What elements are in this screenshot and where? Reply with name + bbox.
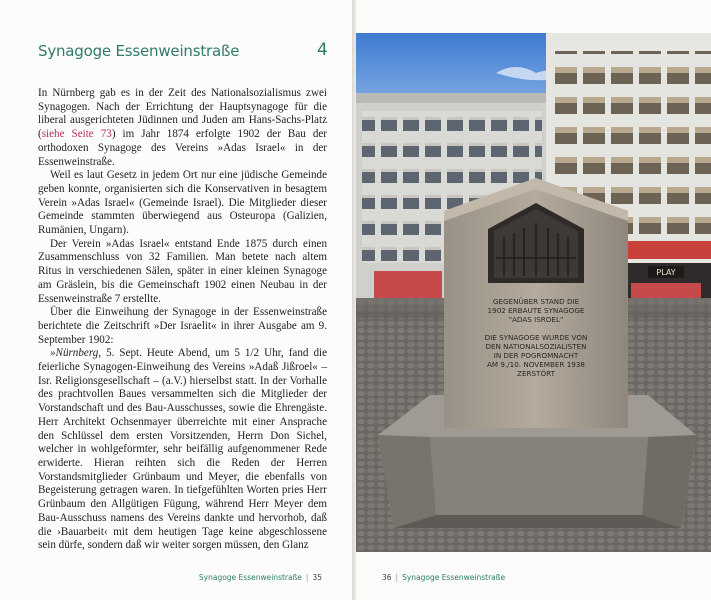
plaque-line: ZERSTÖRT: [517, 369, 555, 378]
memorial-photo: [356, 33, 711, 552]
footer-title: Synagoge Essenweinstraße: [402, 573, 506, 582]
footer-separator: |: [305, 573, 309, 582]
plaque-line: DIE SYNAGOGE WURDE VON: [484, 333, 588, 342]
paragraph: Weil es laut Gesetz in jedem Ort nur eine jüdische Gemeinde geben konnte, organisierten sich die Konservativen in besagtem Verein »Adas Israel« (Gemeinde Israel). Die Mitglieder dieser Gemeinde stammten überwiegend aus Osteuropa (Galizien, Rumänien, Ungarn).: [38, 169, 327, 237]
paragraph: Der Verein »Adas Israel« entstand Ende 1875 durch einen Zusammenschluss von 32 Familien. Man betete nach altem Ritus in verschiedenen Sälen, später in einer kleinen Synagoge am Gräslein, bis die Gemeinschaft 1902 einen Neubau in der Essenweinstraße 7 erstellte.: [38, 237, 327, 305]
footer-left: [199, 573, 322, 582]
page-reference-link[interactable]: siehe Seite 73: [41, 128, 112, 141]
plaque-line: 1902 ERBAUTE SYNAGOGE: [487, 306, 585, 315]
body-text: [38, 87, 327, 553]
quote-paragraph: »Nürnberg, 5. Sept. Heute Abend, um 5 1/2 Uhr, fand die feierliche Synagogen-Einweihung des Vereins »Adaß Jißroel« – Isr. Religionsgesellschaft – (a.V.) hierselbst statt. In der Vorhalle des prachtvollen Baues versammelten sich die Mitglieder der Vorstandschaft und des Bau-Ausschusses, sowie die Ehrengäste. Herr Architekt Ochsenmayer überreichte mit einer Ansprache den Schlüssel dem ersten Vorsitzenden, Herrn Don Sichel, welcher in wohlgeformter, sehr beifällig aufgenommener Rede erwiderte. Hieran reihten sich die Reden der Herren Vorstandsmitglieder Grünbaum und Meyer, die ebenfalls von Begeisterung getragen waren. In tiefgefühlten Worten pries Herr Grünbaum den Allgütigen Fügung, während Herr Meyer dem Bau-Ausschuss namens des Vereins dankte und hervorhob, daß die ›Bauarbeit‹ mit dem heutigen Tage keine abgeschlossene sein dürfe, sondern daß wir weiter sorgen müssen, den Glanz: [38, 347, 327, 552]
plaque-line: GEGENÜBER STAND DIE: [492, 297, 580, 306]
plaque-line: "ADAS ISROEL": [508, 315, 564, 324]
footer-right: [382, 573, 505, 582]
left-page: [0, 0, 352, 600]
shop-front: [374, 271, 442, 301]
plaque-line: IN DER POGROMNACHT: [493, 351, 579, 360]
plaque-line: AM 9./10. NOVEMBER 1938: [486, 360, 586, 369]
paragraph: In Nürnberg gab es in der Zeit des Nationalsozialismus zwei Synagogen. Nach der Errichtung der Hauptsynagoge für die liberal ausgerichteten Jüdinnen und Juden am Hans-Sachs-Platz (siehe Seite 73) im Jahr 1874 erfolgte 1902 der Bau der orthodoxen Synagoge des Vereins »Adas Israel« in der Essenweinstraße.: [38, 87, 327, 168]
footer-separator: |: [395, 573, 399, 582]
chapter-number: 4: [317, 40, 328, 60]
shop-sign: PLAY: [656, 268, 676, 277]
page-number: 36: [382, 573, 392, 582]
chapter-title: Synagoge Essenweinstraße: [38, 42, 240, 60]
plaque-inscription: [485, 297, 588, 378]
plaque-line: DEN NATIONALSOZIALISTEN: [485, 342, 587, 351]
page-number: 35: [312, 573, 322, 582]
paragraph: Über die Einweihung der Synagoge in der Essenweinstraße berichtete die Zeitschrift »Der Israelit« in ihrer Ausgabe am 9. September 1902:: [38, 306, 327, 346]
memorial-photo-scene: [356, 33, 711, 552]
footer-title: Synagoge Essenweinstraße: [198, 573, 302, 582]
